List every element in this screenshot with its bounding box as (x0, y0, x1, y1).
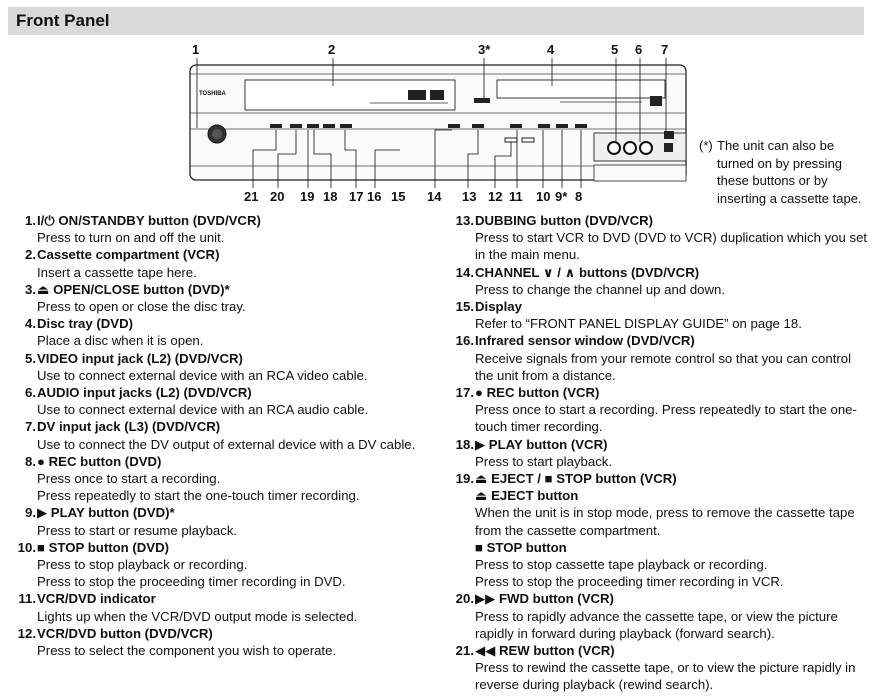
list-item (8, 315, 438, 349)
item-description: Press to start playback. (475, 453, 613, 469)
video-jack (608, 142, 620, 154)
list-item (8, 212, 438, 246)
item-description: Press to stop playback or recording. (37, 557, 248, 573)
brand-logo: TOSHIBA (199, 91, 226, 97)
callout-11: 11 (509, 189, 523, 204)
callout-7: 7 (661, 42, 669, 57)
item-title: Cassette compartment (VCR) (37, 247, 220, 263)
item-title: ● REC button (VCR) (475, 385, 600, 401)
item-title: I/⏻ ON/STANDBY button (DVD/VCR) (37, 213, 261, 228)
item-number: 8. (25, 453, 36, 469)
item-description: Insert a cassette tape here. (37, 264, 197, 280)
list-item (8, 625, 438, 659)
item-description: Refer to “FRONT PANEL DISPLAY GUIDE” on page 18. (475, 316, 802, 332)
list-item (8, 539, 438, 591)
list-item (446, 332, 868, 384)
callout-14: 14 (427, 189, 442, 204)
hifi-logo (430, 90, 444, 100)
callout-6: 6 (635, 42, 643, 57)
item-number: 2. (25, 247, 36, 263)
callout-3: 3* (478, 42, 491, 57)
note-text: The unit can also be turned on by pressing these buttons or by inserting a cassette tape. (717, 138, 862, 206)
section-header (8, 7, 864, 35)
item-number: 7. (25, 419, 36, 435)
item-number: 13. (455, 213, 474, 228)
note-asterisk: (*) (699, 138, 713, 153)
item-number: 6. (25, 385, 36, 401)
item-title: ▶▶ FWD button (VCR) (475, 591, 614, 607)
list-item (446, 436, 868, 470)
item-description: Use to connect external device with an RCA video cable. (37, 367, 368, 383)
dvd-logo (650, 96, 662, 106)
item-title: Disc tray (DVD) (37, 316, 134, 332)
item-description: Press to start or resume playback. (37, 522, 238, 538)
callout-18: 18 (323, 189, 338, 204)
list-item (8, 590, 438, 624)
item-description: Press repeatedly to start the one-touch timer recording. (37, 488, 360, 504)
item-title: ● REC button (DVD) (37, 453, 162, 469)
item-description: Press once to start a recording. Press repeatedly to start the one-touch timer recording. (475, 402, 857, 435)
item-number: 5. (25, 350, 36, 366)
item-number: 3. (25, 281, 36, 297)
list-item (8, 350, 438, 384)
item-title: ⏏ OPEN/CLOSE button (DVD)* (37, 281, 230, 297)
item-subtitle: ⏏ EJECT button (475, 488, 579, 504)
item-title: DV input jack (L3) (DVD/VCR) (37, 419, 221, 435)
item-description: Press once to start a recording. (37, 471, 221, 487)
callout-8: 8 (575, 189, 583, 204)
item-number: 17. (455, 385, 474, 401)
item-number: 10. (17, 539, 36, 555)
list-item (8, 281, 438, 315)
callout-20: 20 (270, 189, 285, 204)
item-description: Press to turn on and off the unit. (37, 230, 225, 246)
list-item (446, 212, 868, 264)
item-title: VCR/DVD button (DVD/VCR) (37, 625, 213, 641)
callout-17: 17 (349, 189, 364, 204)
item-title: Display (475, 299, 522, 315)
item-number: 12. (17, 625, 36, 641)
item-description: Press to change the channel up and down. (475, 281, 726, 297)
item-number: 15. (455, 299, 474, 315)
item-description: Press to stop the proceeding timer recording in DVD. (37, 574, 346, 590)
callout-1: 1 (192, 42, 200, 57)
item-title: CHANNEL ∨ / ∧ buttons (DVD/VCR) (475, 264, 700, 280)
item-description: Press to rewind the cassette tape, or to view the picture rapidly in reverse during playback (rewind search). (475, 660, 856, 693)
item-description: Press to open or close the disc tray. (37, 299, 246, 315)
item-description: Receive signals from your remote control so that you can control the unit from a distance. (475, 350, 852, 383)
list-item (446, 264, 868, 298)
item-number: 19. (455, 471, 474, 487)
item-title: ▶ PLAY button (VCR) (475, 436, 608, 452)
list-item (8, 418, 438, 452)
callout-21: 21 (244, 189, 259, 204)
item-description: Lights up when the VCR/DVD output mode is selected. (37, 608, 358, 624)
callout-5: 5 (611, 42, 619, 57)
list-item (446, 384, 868, 436)
vhs-logo (408, 90, 426, 100)
callout-2: 2 (328, 42, 336, 57)
item-title: AUDIO input jacks (L2) (DVD/VCR) (37, 385, 252, 401)
callout-15: 15 (391, 189, 406, 204)
item-description: Use to connect external device with an RCA audio cable. (37, 402, 369, 418)
list-item (8, 384, 438, 418)
item-description: Use to connect the DV output of external device with a DV cable. (37, 436, 416, 452)
audio-jack-l (624, 142, 636, 154)
item-title: ⏏ EJECT / ■ STOP button (VCR) (475, 471, 677, 487)
item-list-left (8, 212, 438, 659)
item-description: Press to start VCR to DVD (DVD to VCR) duplication which you set in the main menu. (475, 230, 868, 263)
list-item (446, 298, 868, 332)
callout-4: 4 (547, 42, 555, 57)
item-number: 21. (455, 643, 474, 659)
item-number: 20. (455, 591, 474, 607)
list-item (446, 470, 868, 590)
page-title: Front Panel (16, 11, 110, 30)
list-item (8, 246, 438, 280)
callout-16: 16 (367, 189, 382, 204)
item-title: ◀◀ REW button (VCR) (475, 643, 615, 659)
item-description: Press to select the component you wish to operate. (37, 643, 337, 659)
dv-jack (664, 143, 673, 152)
item-description: Press to rapidly advance the cassette tape, or view the picture rapidly in forward during playback (forward search). (475, 608, 838, 641)
item-number: 1. (25, 213, 36, 228)
callout-19: 19 (300, 189, 315, 204)
callout-10: 10 (536, 189, 551, 204)
list-item (8, 453, 438, 505)
open-close-button-graphic (474, 98, 490, 103)
item-description: Place a disc when it is open. (37, 333, 204, 349)
item-number: 4. (25, 316, 36, 332)
item-description: When the unit is in stop mode, press to remove the cassette tape from the cassette compartment. (475, 505, 855, 538)
list-item (446, 590, 868, 642)
item-number: 11. (18, 591, 36, 607)
item-number: 18. (455, 436, 474, 452)
item-title: ▶ PLAY button (DVD)* (37, 505, 175, 521)
item-title: VCR/DVD indicator (37, 591, 156, 607)
item-number: 16. (455, 333, 474, 349)
item-number: 14. (455, 264, 474, 280)
item-title: VIDEO input jack (L2) (DVD/VCR) (37, 350, 243, 366)
item-description: Press to stop the proceeding timer recording in VCR. (475, 574, 784, 590)
item-description: Press to stop cassette tape playback or recording. (475, 557, 768, 573)
list-item (8, 504, 438, 538)
item-number: 9. (25, 505, 36, 521)
audio-jack-r (640, 142, 652, 154)
callout-12: 12 (488, 189, 503, 204)
list-item (446, 642, 868, 694)
item-title: Infrared sensor window (DVD/VCR) (475, 333, 695, 349)
callout-9: 9* (555, 189, 568, 204)
item-subtitle: ■ STOP button (475, 539, 567, 555)
item-list-right (446, 212, 868, 694)
callout-13: 13 (462, 189, 477, 204)
asterisk-note (699, 137, 871, 207)
item-title: DUBBING button (DVD/VCR) (475, 213, 654, 228)
item-title: ■ STOP button (DVD) (37, 539, 170, 555)
